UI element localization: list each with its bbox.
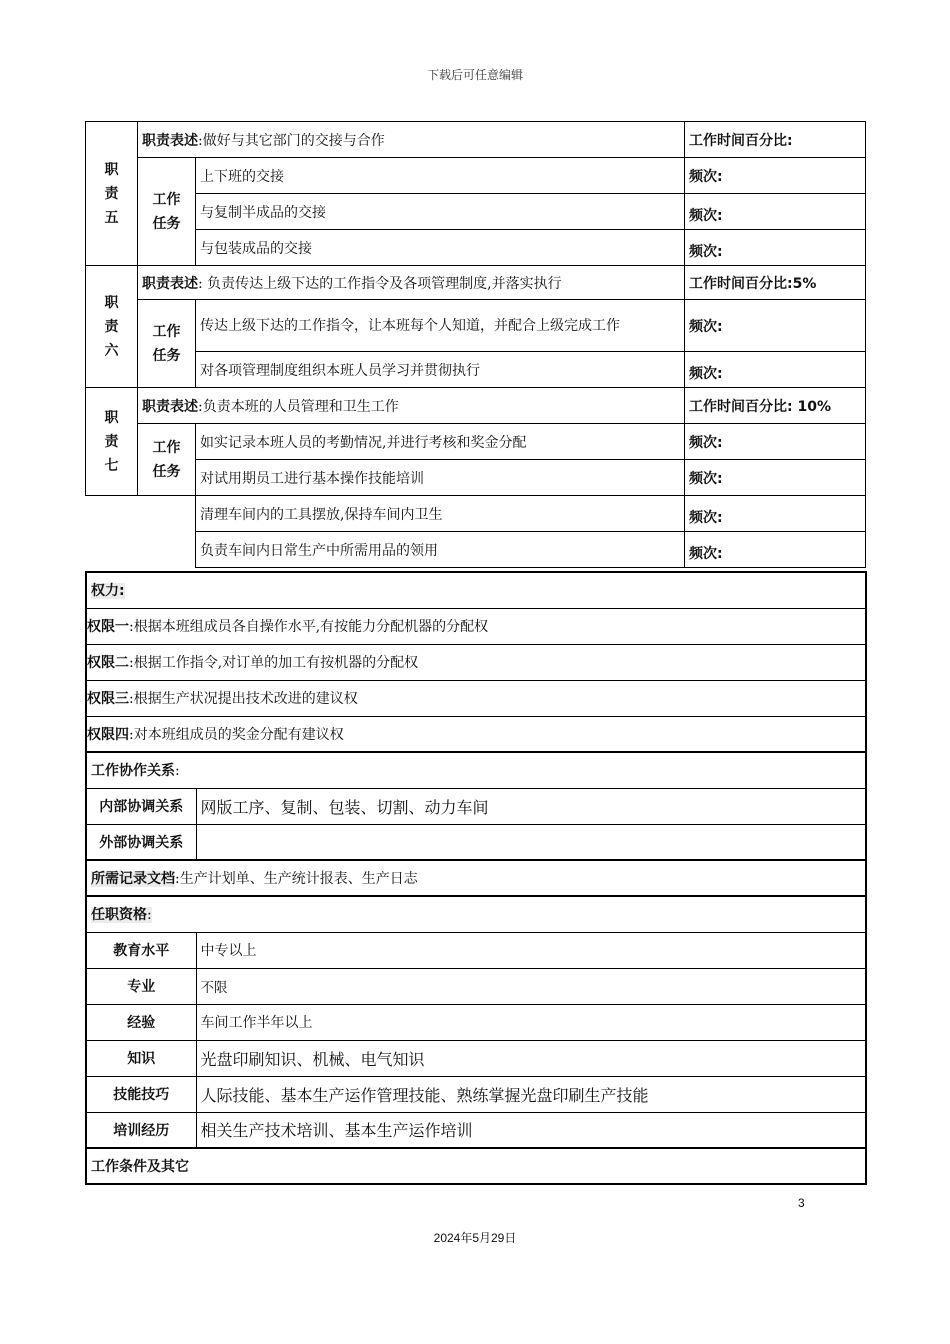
power-item-2: 权限二:根据工作指令,对订单的加工有按机器的分配权 — [86, 644, 866, 680]
power-title: 权力: — [86, 572, 866, 608]
freq-label: 频次: — [685, 460, 866, 496]
freq-label: 频次: — [685, 496, 866, 532]
duty-7-task-3: 清理车间内的工具摆放,保持车间内卫生 — [196, 496, 685, 532]
duty-6-task-1: 传达上级下达的工作指令，让本班每个人知道，并配合上级完成工作 — [196, 300, 685, 352]
duties-table — [85, 121, 866, 568]
duty-6-task-2: 对各项管理制度组织本班人员学习并贯彻执行 — [196, 352, 685, 388]
duty-5-task-1: 上下班的交接 — [196, 158, 685, 194]
duty-6-pct: 工作时间百分比:5% — [685, 266, 866, 300]
cooperation-title: 工作协作关系: — [86, 752, 866, 788]
freq-label: 频次: — [685, 352, 866, 388]
qual-value-education: 中专以上 — [196, 932, 866, 968]
page-number: 3 — [798, 1196, 805, 1210]
duty-5-task-label: 工作 任务 — [138, 158, 196, 266]
duty-7-task-1: 如实记录本班人员的考勤情况,并进行考核和奖金分配 — [196, 424, 685, 460]
external-label: 外部协调关系 — [86, 824, 196, 860]
qual-label-skills: 技能技巧 — [86, 1076, 196, 1112]
qual-label-training: 培训经历 — [86, 1112, 196, 1148]
qual-value-experience: 车间工作半年以上 — [196, 1004, 866, 1040]
freq-label: 频次: — [685, 158, 866, 194]
freq-label: 频次: — [685, 532, 866, 568]
qual-value-major: 不限 — [196, 968, 866, 1004]
duty-5-task-3: 与包装成品的交接 — [196, 230, 685, 266]
duty-6-desc: 职责表述: 负责传达上级下达的工作指令及各项管理制度,并落实执行 — [138, 266, 685, 300]
page-header: 下载后可任意编辑 — [426, 68, 523, 82]
freq-label: 频次: — [685, 230, 866, 266]
duty-6-label: 职 责 六 — [86, 266, 138, 388]
qual-value-training: 相关生产技术培训、基本生产运作培训 — [196, 1112, 866, 1148]
qual-label-experience: 经验 — [86, 1004, 196, 1040]
qual-label-major: 专业 — [86, 968, 196, 1004]
qual-value-skills: 人际技能、基本生产运作管理技能、熟练掌握光盘印刷生产技能 — [196, 1076, 866, 1112]
freq-label: 频次: — [685, 194, 866, 230]
conditions-title: 工作条件及其它 — [86, 1148, 866, 1184]
records-row: 所需记录文档:生产计划单、生产统计报表、生产日志 — [86, 860, 866, 896]
qual-value-knowledge: 光盘印刷知识、机械、电气知识 — [196, 1040, 866, 1076]
duty-7-desc: 职责表述:负责本班的人员管理和卫生工作 — [138, 388, 685, 424]
duty-5-task-2: 与复制半成品的交接 — [196, 194, 685, 230]
power-item-4: 权限四:对本班组成员的奖金分配有建议权 — [86, 716, 866, 752]
qual-label-knowledge: 知识 — [86, 1040, 196, 1076]
duty-5-desc-row — [86, 122, 866, 158]
internal-value: 网版工序、复制、包装、切割、动力车间 — [196, 788, 866, 824]
freq-label: 频次: — [685, 300, 866, 352]
duty-5-desc: 职责表述:做好与其它部门的交接与合作 — [138, 122, 685, 158]
duty-6-task-label: 工作 任务 — [138, 300, 196, 388]
duty-5-label: 职 责 五 — [86, 122, 138, 266]
qual-label-education: 教育水平 — [86, 932, 196, 968]
details-table — [85, 571, 867, 1185]
duty-7-label: 职 责 七 — [86, 388, 138, 496]
duty-7-task-4: 负责车间内日常生产中所需用品的领用 — [196, 532, 685, 568]
qualifications-title: 任职资格: — [86, 896, 866, 932]
power-item-1: 权限一:根据本班组成员各自操作水平,有按能力分配机器的分配权 — [86, 608, 866, 644]
freq-label: 频次: — [685, 424, 866, 460]
duty-7-task-2: 对试用期员工进行基本操作技能培训 — [196, 460, 685, 496]
power-item-3: 权限三:根据生产状况提出技术改进的建议权 — [86, 680, 866, 716]
page-date: 2024年5月29日 — [433, 1231, 517, 1245]
duty-7-pct: 工作时间百分比: 10% — [685, 388, 866, 424]
internal-label: 内部协调关系 — [86, 788, 196, 824]
duty-7-task-label: 工作 任务 — [138, 424, 196, 496]
external-value — [196, 824, 866, 860]
duty-5-pct: 工作时间百分比: — [685, 122, 866, 158]
